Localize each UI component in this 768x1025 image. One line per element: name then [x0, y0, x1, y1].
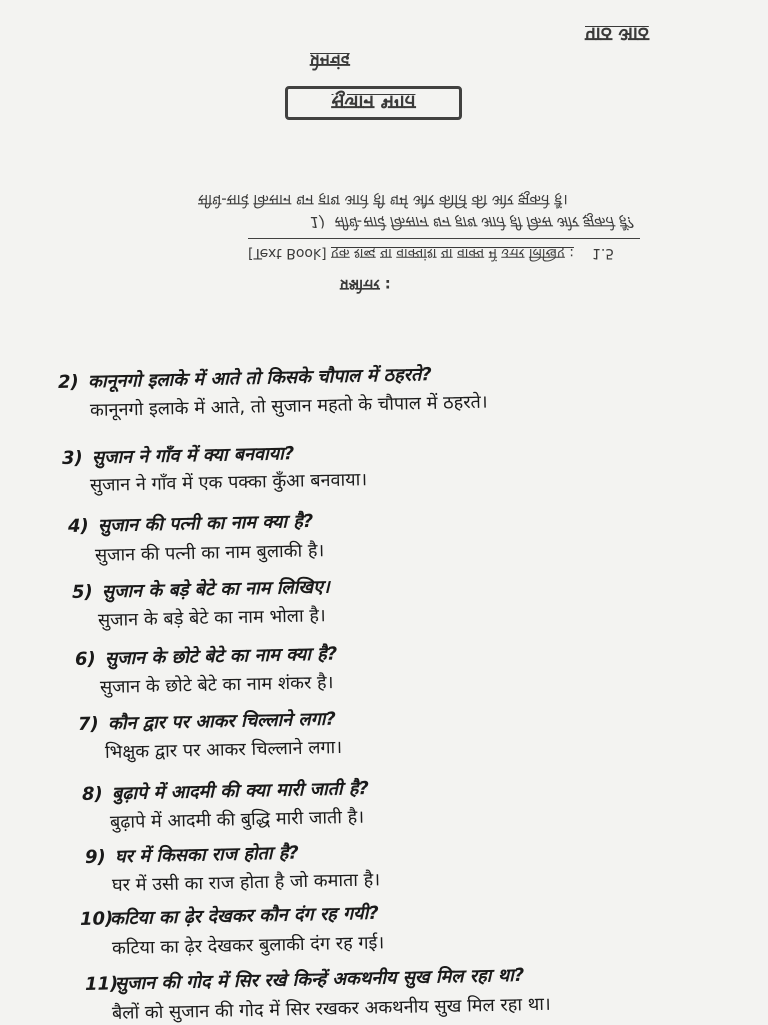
- question-number: 1): [310, 213, 326, 231]
- question-number: 4): [67, 515, 89, 537]
- instruction-tag: [Text Book]: [248, 245, 327, 261]
- answer-9: [112, 867, 381, 897]
- answer-text: बुढ़ापे में आदमी की बुद्धि मारी जाती है।: [109, 806, 365, 833]
- instruction-number: 1.5: [591, 245, 615, 261]
- answer-7: [105, 735, 343, 764]
- answer-2: [90, 390, 488, 422]
- question-11: [85, 963, 525, 996]
- question-number: 8): [81, 783, 103, 805]
- question-number: 6): [74, 648, 96, 670]
- answer-5: [98, 603, 326, 632]
- chapter-title: सुजान भगत: [331, 91, 416, 113]
- question-text: घर में किसका राज होता है?: [114, 842, 299, 868]
- chapter-label: पाठ आठ: [585, 23, 649, 45]
- question-text: बुढ़ापे में आदमी की क्या मारी जाती है?: [111, 777, 370, 805]
- question-number: 11): [84, 973, 119, 995]
- answer-10: [112, 930, 385, 960]
- question-text: कानूनगो इलाके में आते तो किसके चौपाल में ठहरते?: [87, 364, 432, 393]
- answer-text: कानूनगो इलाके में आते, तो सुजान महतो के चौपाल में ठहरते।: [89, 391, 488, 421]
- question-1: [310, 212, 634, 232]
- answer-text: सुजान के छोटे बेटे का नाम शंकर है।: [99, 672, 334, 698]
- answer-text: सुजान की पत्नी का नाम बुलाकी है।: [94, 540, 325, 566]
- answer-1: सीधे-सादे किसान धन हाथ आते ही धर्म और कीर्ति की ओर झुकते हैं।: [198, 191, 568, 209]
- question-text: कटिया का ढ़ेर देखकर कौन दंग रह गयी?: [109, 902, 379, 930]
- question-3: [62, 441, 295, 470]
- question-text: कौन द्वार पर आकर चिल्लाने लगा?: [107, 708, 337, 735]
- bleed-through-previous-page: [0, 20, 768, 300]
- answer-3: [90, 467, 368, 497]
- question-text: सीधे-सादे किसान धन हाथ आते ही किस ओर झुकते हैं?: [333, 213, 634, 231]
- answer-11: [112, 992, 551, 1025]
- instruction-text: एक शब्द या वाक्यांश या वाक्य में उत्तर लिखिए :: [330, 245, 574, 261]
- question-2: [58, 362, 432, 394]
- question-10: [80, 901, 379, 931]
- question-8: [82, 776, 369, 806]
- question-7: [78, 707, 336, 736]
- question-number: 9): [84, 846, 106, 868]
- question-6: [75, 642, 338, 671]
- question-text: सुजान ने गाँव में क्या बनवाया?: [91, 443, 295, 469]
- answer-text: सुजान के बड़े बेटे का नाम भोला है।: [97, 605, 326, 631]
- answer-text: सुजान ने गाँव में एक पक्का कुँआ बनवाया।: [89, 469, 368, 496]
- answer-6: [100, 670, 334, 699]
- author-name: प्रेमचंद: [310, 50, 350, 70]
- question-text: सुजान की पत्नी का नाम क्या है?: [97, 510, 314, 537]
- divider: [248, 238, 640, 239]
- answer-text: घर में उसी का राज होता है जो कमाता है।: [111, 869, 381, 896]
- question-number: 2): [57, 371, 79, 393]
- question-9: [85, 841, 299, 869]
- question-5: [72, 575, 330, 604]
- question-number: 7): [77, 713, 99, 735]
- section-heading: प्रश्नोत्तर :: [340, 276, 391, 294]
- answer-8: [110, 805, 365, 834]
- answer-text: कटिया का ढ़ेर देखकर बुलाकी दंग रह गई।: [111, 932, 385, 959]
- question-text: सुजान के छोटे बेटे का नाम क्या है?: [104, 643, 338, 670]
- question-text: सुजान के बड़े बेटे का नाम लिखिए।: [101, 576, 330, 603]
- question-number: 3): [61, 447, 83, 469]
- question-number: 10): [79, 908, 114, 930]
- question-number: 5): [71, 581, 93, 603]
- instruction-line: [248, 244, 614, 263]
- question-4: [68, 509, 314, 538]
- chapter-title-box: [285, 86, 462, 120]
- answer-4: [95, 538, 325, 567]
- answer-text: बैलों को सुजान की गोद में सिर रखकर अकथनीय सुख मिल रहा था।: [111, 993, 551, 1024]
- answer-text: भिक्षुक द्वार पर आकर चिल्लाने लगा।: [104, 737, 343, 763]
- question-text: सुजान की गोद में सिर रखे किन्हें अकथनीय सुख मिल रहा था?: [114, 964, 525, 995]
